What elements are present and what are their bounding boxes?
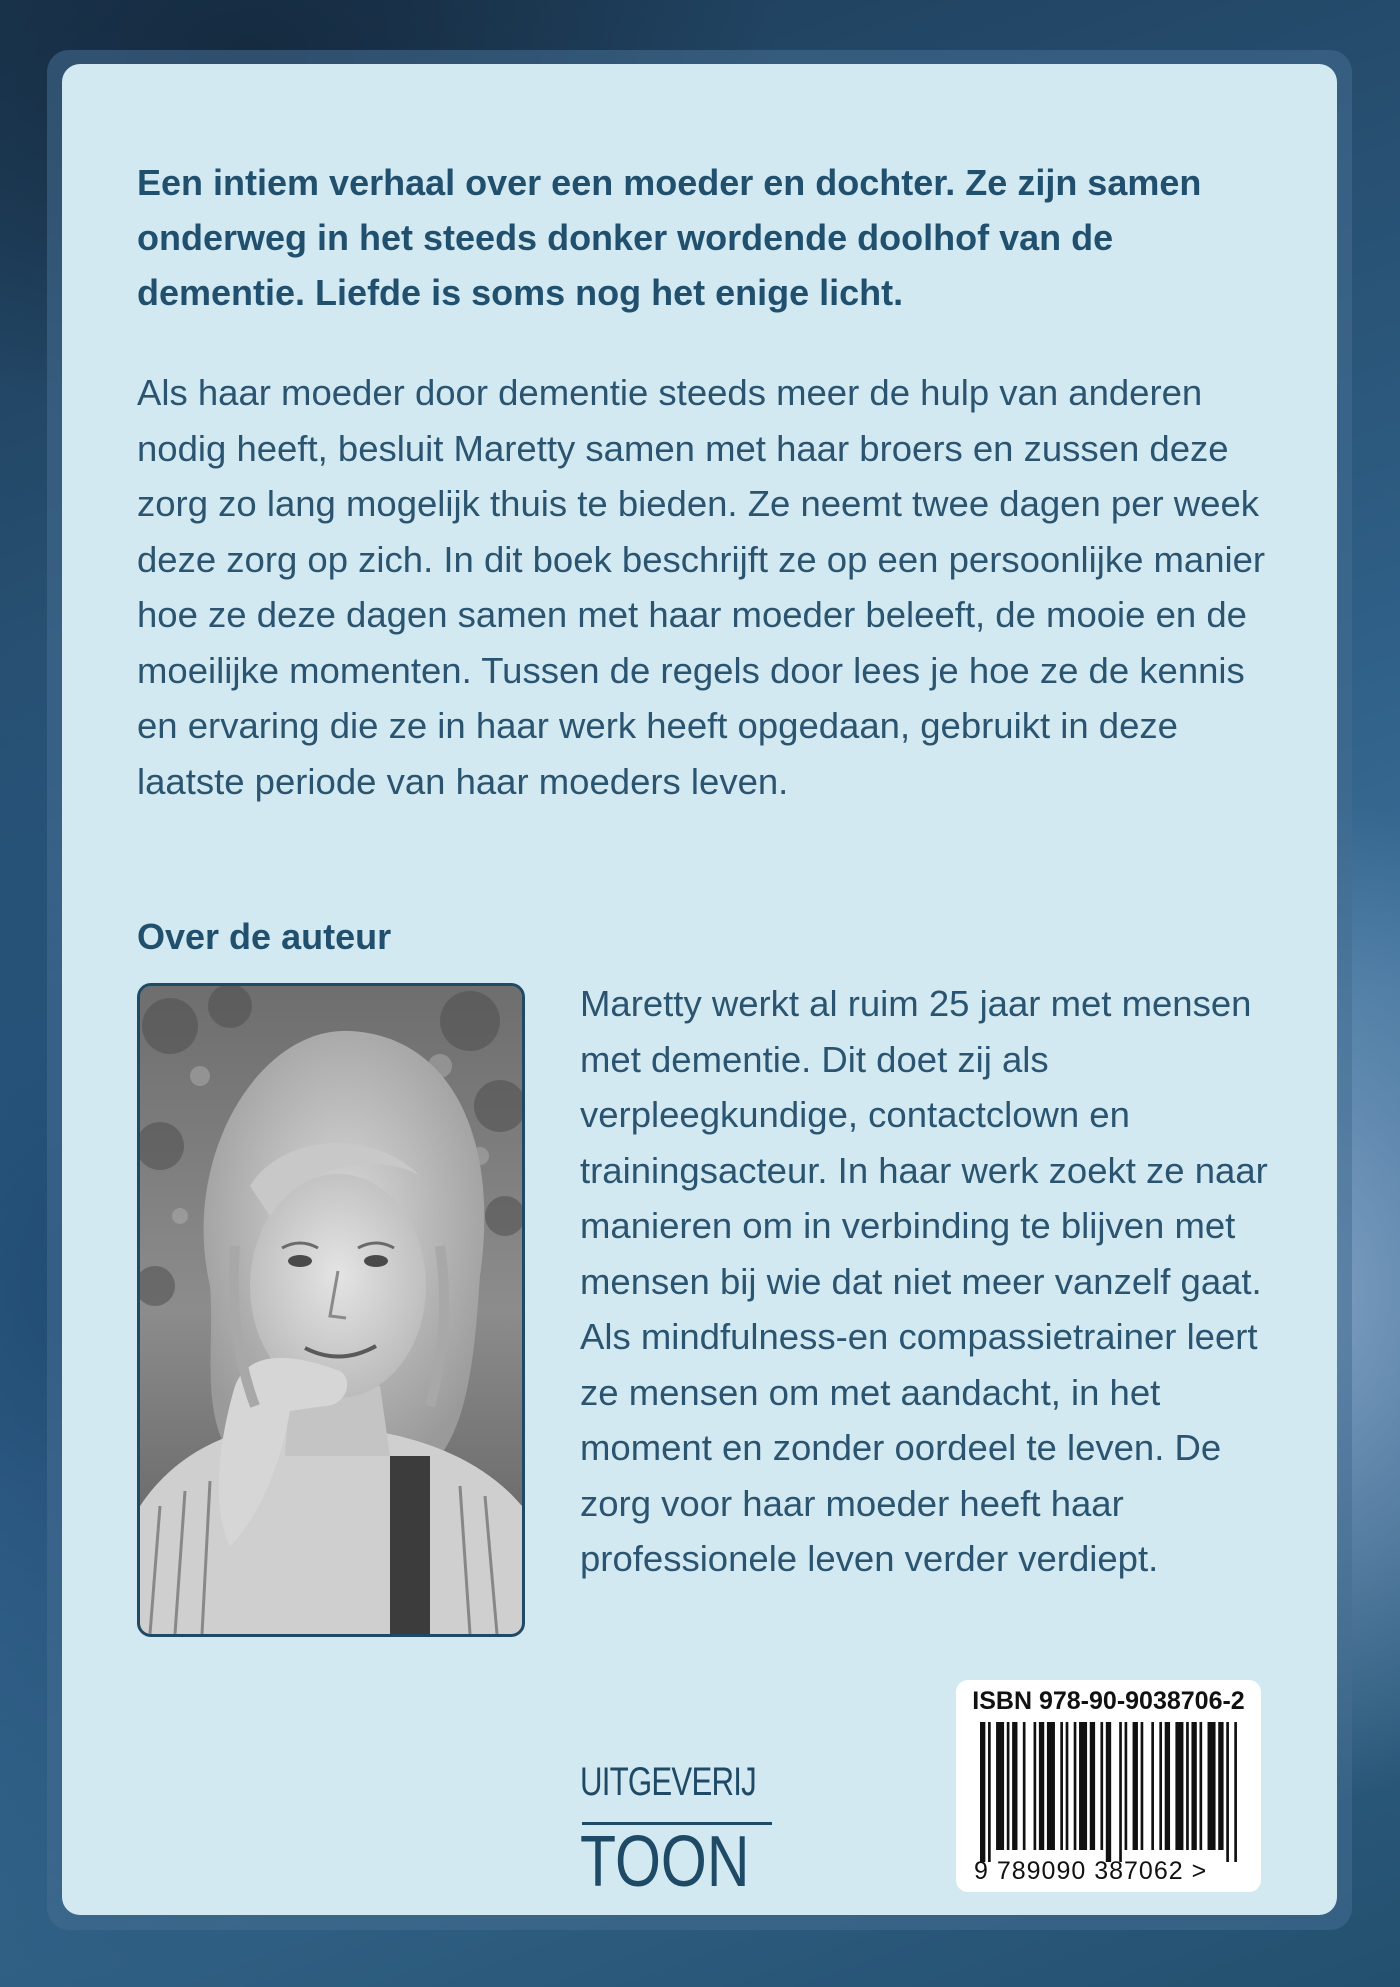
barcode-bar (1159, 1722, 1162, 1850)
barcode-bar (1066, 1722, 1069, 1850)
barcode-bar (1074, 1722, 1077, 1850)
barcode-bar (1234, 1722, 1237, 1862)
book-description: Als haar moeder door dementie steeds meer de hulp van anderen nodig heeft, besluit Maretty samen met haar broers en zussen deze zorg zo lang mogelijk thuis te bieden. Ze neemt twee dagen per week deze zorg op zich. In dit boek beschrijft ze op een persoonlijke manier hoe ze deze dagen samen met haar moeder beleeft, de mooie en de moeilijke momenten. Tussen de regels door lees je hoe ze de kennis en ervaring die ze in haar werk heeft opgedaan, gebruikt in deze laatste periode van haar moeders leven. (137, 372, 1266, 802)
barcode-bar (1151, 1722, 1154, 1850)
publisher-logo (580, 1760, 775, 1900)
barcode-bar (1175, 1722, 1183, 1850)
barcode-bar (1012, 1722, 1017, 1850)
barcode-bar (1199, 1722, 1202, 1850)
barcode-bar (980, 1722, 985, 1862)
barcode-bar (1191, 1722, 1196, 1850)
barcode-bar (1133, 1722, 1138, 1850)
barcode-bars (980, 1722, 1245, 1862)
barcode-bar (1047, 1722, 1055, 1850)
author-section-heading: Over de auteur (137, 916, 392, 957)
author-portrait-image (140, 986, 522, 1634)
barcode-bar (1218, 1722, 1223, 1850)
barcode-bar (1100, 1722, 1103, 1850)
barcode-bar (1090, 1722, 1095, 1850)
barcode-bar (1106, 1722, 1111, 1862)
isbn-barcode-block (956, 1680, 1261, 1892)
author-photo (137, 983, 525, 1637)
barcode-bar (1034, 1722, 1037, 1850)
barcode-bar (1039, 1722, 1044, 1850)
publisher-logo-line2: TOON (580, 1822, 750, 1902)
barcode-bar (1060, 1722, 1063, 1850)
barcode-bar (1226, 1722, 1229, 1862)
publisher-logo-line1: UITGEVERIJ (580, 1760, 756, 1804)
barcode-bar (1125, 1722, 1128, 1850)
barcode-bar (996, 1722, 1004, 1850)
barcode-bar (1208, 1722, 1216, 1850)
barcode-bar (1119, 1722, 1122, 1862)
isbn-label: ISBN 978-90-9038706-2 (972, 1687, 1245, 1715)
intro-blurb: Een intiem verhaal over een moeder en dochter. Ze zijn samen onderweg in het steeds donker wordende doolhof van de dementie. Liefde is soms nog het enige licht. (137, 162, 1202, 313)
barcode-bar (1007, 1722, 1010, 1850)
author-bio: Maretty werkt al ruim 25 jaar met mensen met dementie. Dit doet zij als verpleegkundige, contactclown en trainingsacteur. In haar werk zoekt ze naar manieren om in verbinding te blijven met mensen bij wie dat niet meer vanzelf gaat. Als mindfulness-en compassietrainer leert ze mensen om met aandacht, in het moment en zonder oordeel te leven. De zorg voor haar moeder heeft haar professionele leven verder verdiept. (580, 983, 1268, 1579)
barcode-digits: 9 789090 387062 > (974, 1857, 1208, 1885)
barcode-bar (1023, 1722, 1026, 1850)
barcode-bar (988, 1722, 991, 1862)
barcode-bar (1165, 1722, 1170, 1850)
barcode-bar (1141, 1722, 1144, 1850)
barcode-bar (1079, 1722, 1087, 1850)
barcode-bar (1186, 1722, 1189, 1850)
